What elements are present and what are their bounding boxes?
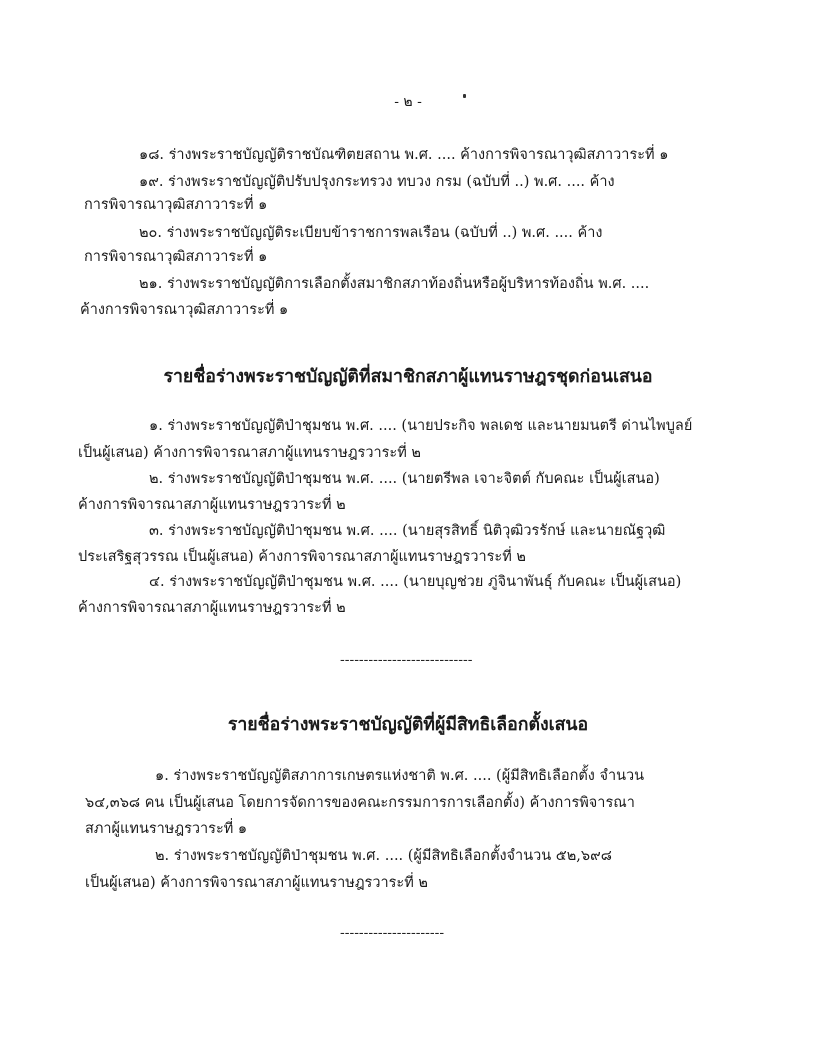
voter-item-2-line1: ๒. ร่างพระราชบัญญัติป่าชุมชน พ.ศ. .... (ผู้มีสิทธิเลือกตั้งจำนวน ๕๒,๖๙๘ bbox=[155, 848, 612, 864]
section-heading-previous-mps: รายชื่อร่างพระราชบัญญัติที่สมาชิกสภาผู้แทนราษฎรชุดก่อนเสนอ bbox=[163, 366, 653, 387]
voter-item-1-line1: ๑. ร่างพระราชบัญญัติสภาการเกษตรแห่งชาติ พ.ศ. .... (ผู้มีสิทธิเลือกตั้ง จำนวน bbox=[155, 768, 645, 784]
mp-item-2-line2: ค้างการพิจารณาสภาผู้แทนราษฎรวาระที่ ๒ bbox=[78, 497, 346, 513]
section-heading-voters: รายชื่อร่างพระราชบัญญัติที่ผู้มีสิทธิเลือกตั้งเสนอ bbox=[227, 714, 589, 735]
mp-item-2-line1: ๒. ร่างพระราชบัญญัติป่าชุมชน พ.ศ. .... (นายตรีพล เจาะจิตต์ กับคณะ เป็นผู้เสนอ) bbox=[149, 471, 660, 487]
voter-item-1-line2: ๖๔,๓๖๘ คน เป็นผู้เสนอ โดยการจัดการของคณะกรรมการการเลือกตั้ง) ค้างการพิจารณา bbox=[85, 795, 635, 811]
item-20-line1: ๒๐. ร่างพระราชบัญญัติระเบียบข้าราชการพลเรือน (ฉบับที่ ..) พ.ศ. .... ค้าง bbox=[139, 225, 603, 241]
section-divider: ---------------------------- bbox=[340, 652, 473, 668]
mp-item-4-line2: ค้างการพิจารณาสภาผู้แทนราษฎรวาระที่ ๒ bbox=[78, 600, 346, 616]
item-20-line2: การพิจารณาวุฒิสภาวาระที่ ๑ bbox=[84, 249, 268, 265]
item-21-line1: ๒๑. ร่างพระราชบัญญัติการเลือกตั้งสมาชิกสภาท้องถิ่นหรือผู้บริหารท้องถิ่น พ.ศ. .... bbox=[139, 276, 650, 292]
voter-item-1-line3: สภาผู้แทนราษฎรวาระที่ ๑ bbox=[85, 821, 248, 837]
mp-item-3-line2: ประเสริฐสุวรรณ เป็นผู้เสนอ) ค้างการพิจารณาสภาผู้แทนราษฎรวาระที่ ๒ bbox=[78, 549, 526, 565]
mp-item-1-line1: ๑. ร่างพระราชบัญญัติป่าชุมชน พ.ศ. .... (นายประกิจ พลเดช และนายมนตรี ด่านไพบูลย์ bbox=[149, 418, 693, 434]
mp-item-1-line2: เป็นผู้เสนอ) ค้างการพิจารณาสภาผู้แทนราษฎรวาระที่ ๒ bbox=[78, 445, 421, 461]
scan-speck bbox=[463, 94, 466, 98]
item-18-line1: ๑๘. ร่างพระราชบัญญัติราชบัณฑิตยสถาน พ.ศ. .... ค้างการพิจารณาวุฒิสภาวาระที่ ๑ bbox=[139, 147, 669, 163]
mp-item-4-line1: ๔. ร่างพระราชบัญญัติป่าชุมชน พ.ศ. .... (นายบุญช่วย ภู่จินาพันธุ์ กับคณะ เป็นผู้เสนอ) bbox=[149, 574, 682, 590]
item-21-line2: ค้างการพิจารณาวุฒิสภาวาระที่ ๑ bbox=[80, 302, 289, 318]
voter-item-2-line2: เป็นผู้เสนอ) ค้างการพิจารณาสภาผู้แทนราษฎรวาระที่ ๒ bbox=[85, 875, 428, 891]
item-19-line1: ๑๙. ร่างพระราชบัญญัติปรับปรุงกระทรวง ทบวง กรม (ฉบับที่ ..) พ.ศ. .... ค้าง bbox=[139, 174, 615, 190]
mp-item-3-line1: ๓. ร่างพระราชบัญญัติป่าชุมชน พ.ศ. .... (นายสุรสิทธิ์ นิติวุฒิวรรักษ์ และนายณัฐวุฒิ bbox=[149, 523, 666, 539]
page-number: - ๒ - bbox=[394, 94, 422, 110]
end-divider: ---------------------- bbox=[340, 925, 445, 941]
item-19-line2: การพิจารณาวุฒิสภาวาระที่ ๑ bbox=[84, 197, 268, 213]
